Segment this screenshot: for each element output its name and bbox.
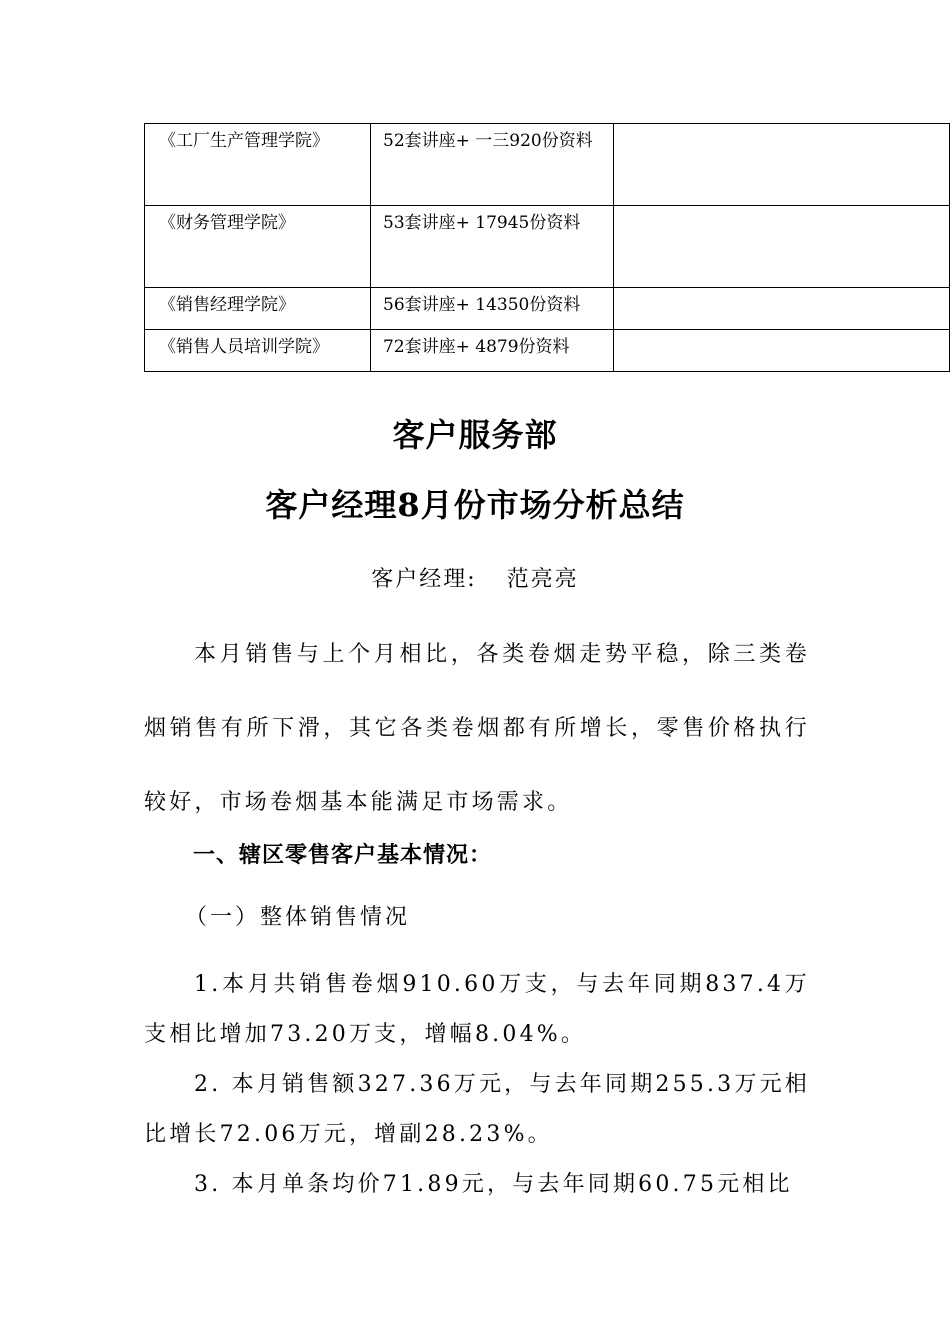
table-cell-extra xyxy=(614,206,950,288)
subsection-heading: （一）整体销售情况 xyxy=(185,905,411,930)
table-row xyxy=(145,330,950,372)
table-cell-content: 56套讲座+ 14350份资料 xyxy=(371,288,614,330)
author-line xyxy=(0,562,950,593)
intro-paragraph: 本月销售与上个月相比，各类卷烟走势平稳，除三类卷烟销售有所下滑，其它各类卷烟都有所增长，零售价格执行较好，市场卷烟基本能满足市场需求。 xyxy=(144,642,810,815)
table-row xyxy=(145,124,950,206)
list-item: 1.本月共销售卷烟910.60万支，与去年同期837.4万支相比增加73.20万支，增幅8.04%。 xyxy=(144,972,810,1047)
table-cell-name: 《工厂生产管理学院》 xyxy=(145,124,371,206)
author-name: 范亮亮 xyxy=(506,567,579,592)
section-heading: 一、辖区零售客户基本情况： xyxy=(193,843,493,868)
table-row xyxy=(145,288,950,330)
table-cell-name: 《销售经理学院》 xyxy=(145,288,371,330)
table-cell-extra xyxy=(614,288,950,330)
table-cell-name: 《财务管理学院》 xyxy=(145,206,371,288)
list-item: 2. 本月销售额327.36万元，与去年同期255.3万元相比增长72.06万元，增副28.23%。 xyxy=(144,1072,810,1147)
table-row xyxy=(145,206,950,288)
table-cell-name: 《销售人员培训学院》 xyxy=(145,330,371,372)
table-cell-content: 53套讲座+ 17945份资料 xyxy=(371,206,614,288)
course-catalog-table xyxy=(144,123,950,372)
table-cell-extra xyxy=(614,124,950,206)
document-title: 客户经理8月份市场分析总结 xyxy=(265,486,685,524)
table-cell-extra xyxy=(614,330,950,372)
table-cell-content: 72套讲座+ 4879份资料 xyxy=(371,330,614,372)
department-heading: 客户服务部 xyxy=(392,416,558,454)
table-cell-content: 52套讲座+ 一三920份资料 xyxy=(371,124,614,206)
list-item: 3. 本月单条均价71.89元，与去年同期60.75元相比 xyxy=(194,1172,793,1197)
author-label: 客户经理: xyxy=(371,567,477,592)
